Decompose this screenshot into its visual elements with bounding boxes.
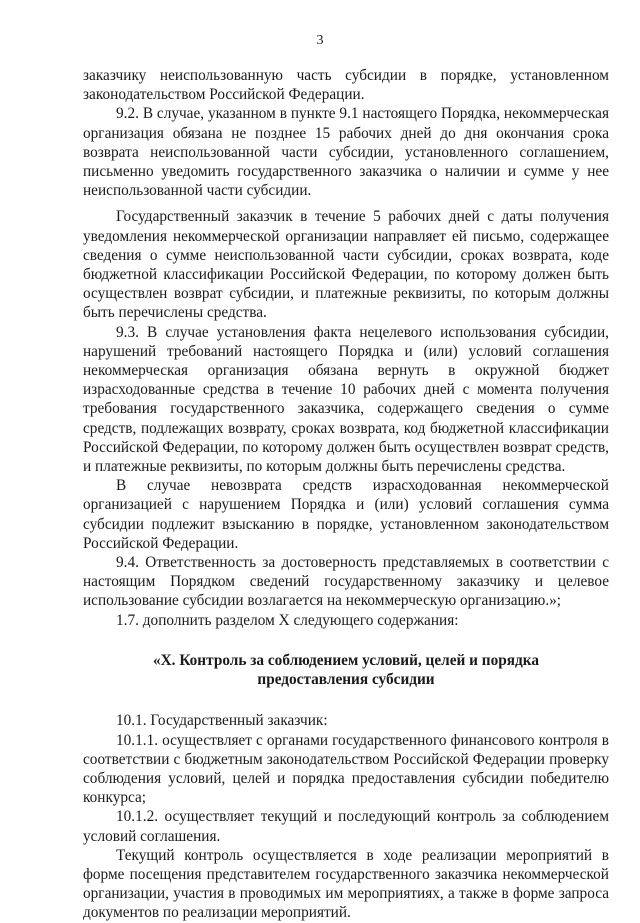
document-body [83, 66, 609, 923]
paragraph-non-return: В случае невозврата средств израсходованная некоммерческой организацией с нарушением Порядка и (или) условий соглашения сумма субсидии подлежит взысканию в порядке, установленном законодательством Российской Федерации. [83, 477, 609, 552]
paragraph-customer-letter: Государственный заказчик в течение 5 рабочих дней с даты получения уведомления некоммерческой организации направляет ей письмо, содержащее сведения о сумме неиспользованной части субсидии, сроках возврата, коде бюджетной классификации Российской Федерации, по которому должен быть осуществлен возврат субсидии, и платежные реквизиты, по которым должны быть перечислены средства. [83, 208, 609, 322]
paragraph-9-3: 9.3. В случае установления факта нецелевого использования субсидии, нарушений требований настоящего Порядка и (или) условий соглашения некоммерческая организация обязана вернуть в окружной бюджет израсходованные средства в течение 10 рабочих дней с момента получения требования государственного заказчика, содержащего сведения о сумме средств, подлежащих возврату, сроках возврата, код бюджетной классификации Российской Федерации, по которому должен быть осуществлен возврат средств, и платежные реквизиты, по которым должны быть перечислены средства. [83, 323, 609, 476]
section-heading-line-1: «X. Контроль за соблюдением условий, целей и порядка [152, 651, 539, 669]
paragraph-9-2: 9.2. В случае, указанном в пункте 9.1 настоящего Порядка, некоммерческая организация обязана не позднее 15 рабочих дней до дня окончания срока возврата неиспользованной части субсидии, установленного соглашением, письменно уведомить государственного заказчика о наличии и сумме у нее неиспользованной части субсидии. [83, 105, 609, 200]
paragraph-continuation: заказчику неиспользованную часть субсидии в порядке, установленном законодательством Российской Федерации. [83, 67, 609, 104]
section-heading [83, 651, 609, 689]
section-heading-line-2: предоставления субсидии [257, 671, 435, 689]
page-number: 3 [316, 33, 324, 48]
paragraph-1-7: 1.7. дополнить разделом X следующего содержания: [116, 611, 459, 629]
paragraph-9-4: 9.4. Ответственность за достоверность представляемых в соответствии с настоящим Порядком сведений государственному заказчику и целевое использование субсидии возлагается на некоммерческую организацию.»; [83, 554, 609, 610]
paragraph-current-control: Текущий контроль осуществляется в ходе реализации мероприятий в форме посещения представителем государственного заказчика некоммерческой организации, участия в проводимых им мероприятиях, а также в форме запроса документов по реализации мероприятий. [83, 846, 609, 922]
paragraph-10-1-1: 10.1.1. осуществляет с органами государственного финансового контроля в соответствии с бюджетным законодательством Российской Федерации проверку соблюдения условий, целей и порядка предоставления субсидии победителю конкурса; [83, 731, 609, 807]
paragraph-10-1-2: 10.1.2. осуществляет текущий и последующий контроль за соблюдением условий соглашения. [83, 808, 609, 845]
paragraph-10-1: 10.1. Государственный заказчик: [116, 712, 328, 730]
